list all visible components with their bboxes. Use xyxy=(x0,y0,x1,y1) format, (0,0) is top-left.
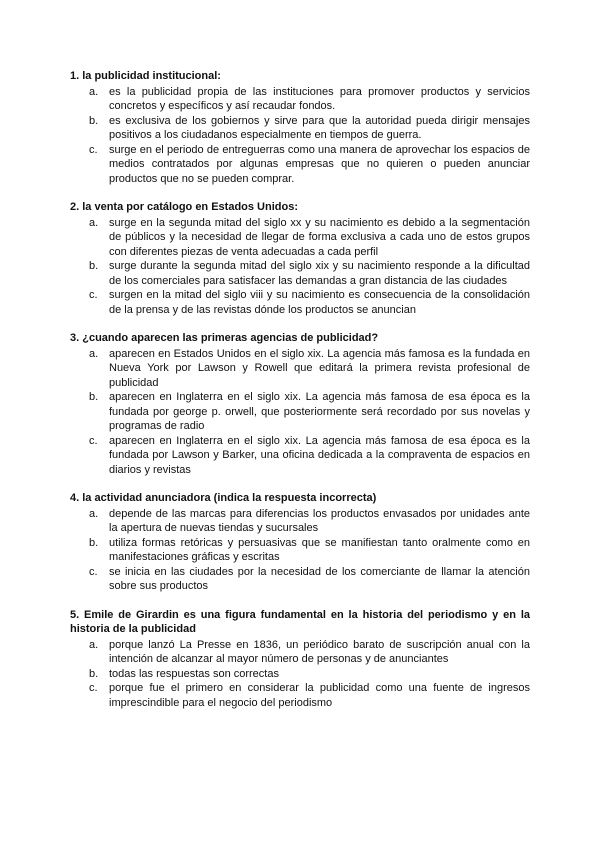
option-letter: b. xyxy=(89,260,99,272)
option-text: surge en la segunda mitad del siglo xx y su nacimiento es debido a la segmentación de públicos y la necesidad de llegar de forma exclusiva a cada uno de estos grupos con diferentes piezas de venta adecuadas a cada perfil xyxy=(109,216,530,258)
answer-option-a xyxy=(70,638,530,667)
option-text: utiliza formas retóricas y persuasivas que se manifiestan tanto oralmente como en manifestaciones gráficas y escritas xyxy=(109,536,530,563)
answer-option-b xyxy=(70,259,530,288)
answer-option-a xyxy=(70,85,530,114)
answer-option-c xyxy=(70,434,530,478)
option-text: todas las respuestas son correctas xyxy=(109,667,279,680)
question-title: 1. la publicidad institucional: xyxy=(70,70,221,82)
option-letter: a. xyxy=(89,638,99,651)
answer-option-a xyxy=(70,507,530,536)
question-1 xyxy=(70,69,530,186)
question-4 xyxy=(70,491,530,594)
question-title: 2. la venta por catálogo en Estados Unidos: xyxy=(70,201,298,213)
option-letter: c. xyxy=(89,143,98,156)
option-letter: c. xyxy=(89,565,98,578)
question-5 xyxy=(70,608,530,711)
answer-option-b xyxy=(70,114,530,143)
option-letter: a. xyxy=(89,347,99,360)
option-letter: a. xyxy=(89,216,99,229)
option-text: surge en el periodo de entreguerras como una manera de aprovechar los espacios de medios contratados por algunas empresas que no quieren o pueden anunciar productos que no se pueden comprar. xyxy=(109,143,530,185)
answer-option-c xyxy=(70,681,530,710)
option-letter: c. xyxy=(89,434,98,447)
answer-option-a xyxy=(70,347,530,391)
question-title: 4. la actividad anunciadora (indica la respuesta incorrecta) xyxy=(70,492,377,504)
option-letter: a. xyxy=(89,507,99,520)
option-letter: c. xyxy=(89,289,98,301)
answer-option-a xyxy=(70,216,530,260)
answer-option-b xyxy=(70,536,530,565)
option-text: es exclusiva de los gobiernos y sirve para que la autoridad pueda dirigir mensajes positivos a los ciudadanos especialmente en tiempos de guerra. xyxy=(109,114,530,141)
option-text: aparecen en Inglaterra en el siglo xix. La agencia más famosa de esa época es la fundada por george p. orwell, que posteriormente será recordado por sus novelas y programas de radio xyxy=(109,391,530,432)
question-title: 3. ¿cuando aparecen las primeras agencias de publicidad? xyxy=(70,332,379,344)
option-text: depende de las marcas para diferencias los productos envasados por unidades ante la apertura de nuevas tiendas y sucursales xyxy=(109,507,530,534)
option-text: surge durante la segunda mitad del siglo xix y su nacimiento responde a la dificultad de los comerciales para satisfacer las demandas a gran distancia de las ciudades xyxy=(109,260,530,287)
question-2 xyxy=(70,200,530,317)
option-text: es la publicidad propia de las instituciones para promover productos y servicios concretos y específicos y así recaudar fondos. xyxy=(109,85,530,112)
question-3 xyxy=(70,331,530,477)
option-letter: b. xyxy=(89,536,99,549)
answer-option-c xyxy=(70,565,530,594)
option-text: aparecen en Inglaterra en el siglo xix. La agencia más famosa de esa época es la fundada por Lawson y Barker, una oficina dedicada a la compraventa de espacios en diarios y revistas xyxy=(109,434,530,476)
answer-option-b xyxy=(70,667,530,682)
answer-option-c xyxy=(70,143,530,187)
option-text: aparecen en Estados Unidos en el siglo xix. La agencia más famosa es la fundada en Nueva York por Lawson y Rowell que editará la primera revista profesional de publicidad xyxy=(109,347,530,389)
option-letter: b. xyxy=(89,114,99,127)
option-text: porque lanzó La Presse en 1836, un periódico barato de suscripción anual con la intención de alcanzar al mayor número de personas y de anunciantes xyxy=(109,638,530,665)
option-text: surgen en la mitad del siglo viii y su nacimiento es consecuencia de la consolidación de la prensa y de las revistas dónde los productos se anuncian xyxy=(109,289,530,316)
answer-option-c xyxy=(70,288,530,317)
option-text: se inicia en las ciudades por la necesidad de los comerciante de llamar la atención sobre sus productos xyxy=(109,565,530,592)
option-letter: a. xyxy=(89,85,99,98)
option-letter: b. xyxy=(89,667,99,680)
option-letter: c. xyxy=(89,682,98,694)
answer-option-b xyxy=(70,390,530,434)
option-letter: b. xyxy=(89,391,99,403)
question-title: 5. Emile de Girardin es una figura fundamental en la historia del periodismo y en la historia de la publicidad xyxy=(70,608,530,635)
option-text: porque fue el primero en considerar la publicidad como una fuente de ingresos imprescindible para el negocio del periodismo xyxy=(109,682,530,709)
